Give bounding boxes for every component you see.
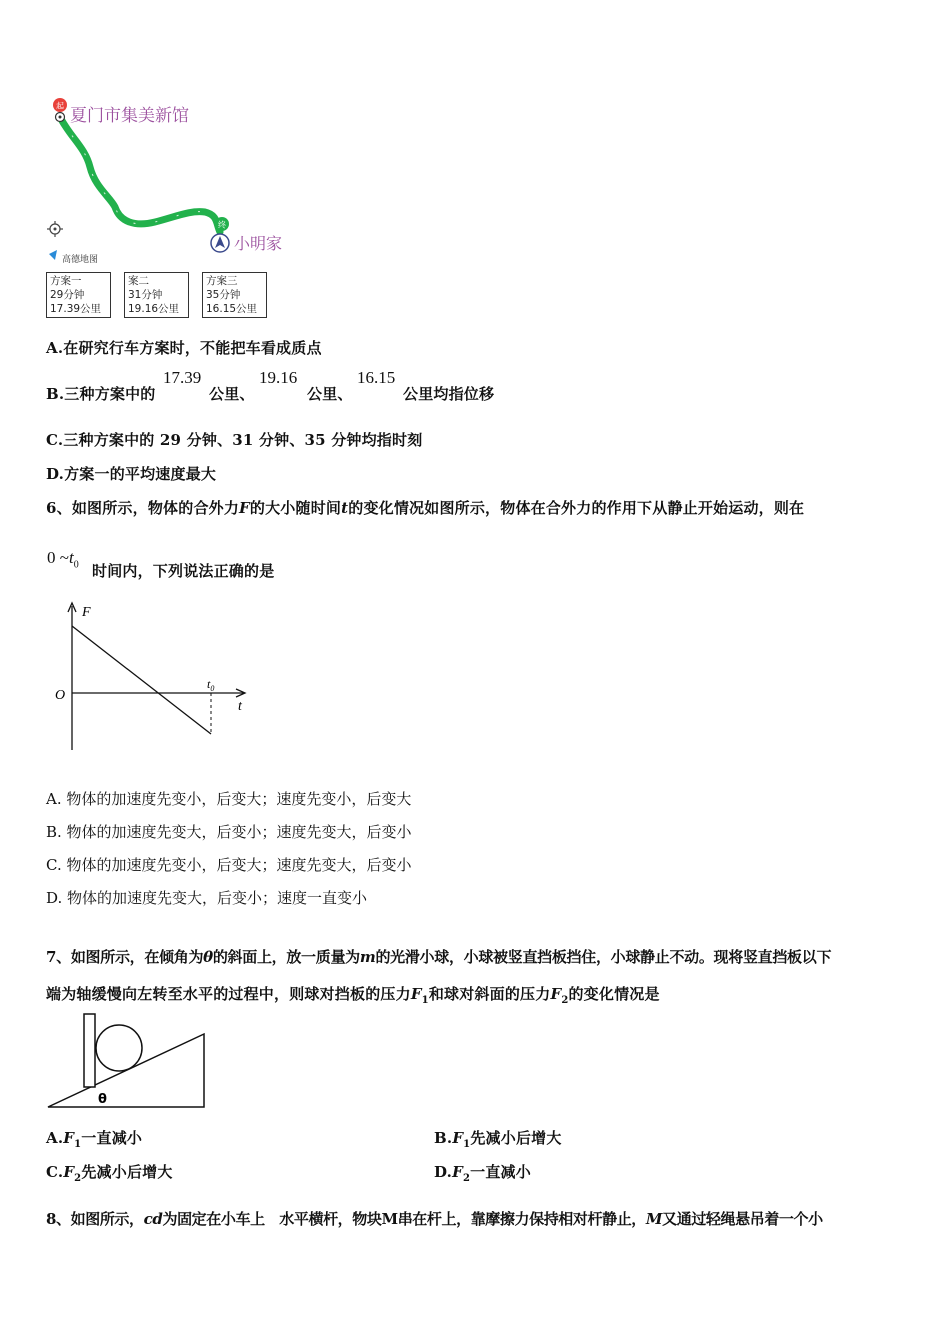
q7-option-a: $A.F_1$一直减小	[46, 1129, 143, 1150]
locate-icon	[47, 221, 63, 237]
q5-option-b	[46, 383, 156, 404]
amap-logo-icon	[49, 250, 57, 260]
q6-stem: 6、如图所示，物体的合外力F的大小随时间t的变化情况如图所示，物体在合外力的作用下从静止开始运动，则在	[46, 499, 805, 517]
plan-name: 方案一	[50, 275, 82, 287]
plan-distance: 19.16公里	[128, 303, 180, 315]
graph-t-label: t	[238, 699, 242, 714]
svg-text:起: 起	[56, 101, 64, 111]
origin-label: 夏门市集美新馆	[70, 106, 189, 126]
plan-time: 35分钟	[206, 289, 241, 301]
q7-stem-line2: 端为轴缓慢向左转至水平的过程中，则球对挡板的压力$F_1$和球对斜面的压力$F_2$的变化情况是	[46, 985, 660, 1006]
q5-option-d: D.方案一的平均速度最大	[46, 465, 217, 483]
q6-option-b: B. 物体的加速度先变大，后变小；速度先变大，后变小	[46, 823, 412, 841]
q7-option-d: $D.F_2$一直减小	[434, 1163, 531, 1184]
graph-f-label: F	[82, 605, 91, 620]
dest-label: 小明家	[234, 234, 283, 253]
q7-stem-line1: 7、如图所示，在倾角为θ的斜面上，放一质量为m的光滑小球，小球被竖直挡板挡住，小球静止不动。现将竖直挡板以下	[46, 948, 832, 966]
q5-b-prefix: B.三种方案中的	[46, 385, 156, 403]
force-time-graph	[48, 598, 258, 758]
q5-b-unit1: 公里、	[209, 385, 255, 403]
q6-interval: 0 $\sim t_0$	[47, 548, 79, 571]
ball	[96, 1025, 142, 1071]
baffle	[84, 1014, 95, 1087]
plan-distance: 16.15公里	[206, 303, 258, 315]
plan-distance: 17.39公里	[50, 303, 102, 315]
q5-b-num1: 17.39	[163, 368, 202, 387]
q5-b-unit2: 公里、	[307, 385, 353, 403]
force-line	[72, 626, 211, 734]
map-brand: 高德地图	[62, 255, 99, 265]
plan-name: 方案三	[206, 275, 238, 287]
q5-b-suffix: 公里均指位移	[403, 385, 495, 403]
force-symbol: F	[239, 499, 250, 517]
q7-option-b: $B.F_1$先减小后增大	[434, 1129, 562, 1150]
graph-origin: O	[55, 688, 66, 703]
q6-stem-end: 时间内，下列说法正确的是	[92, 562, 275, 580]
plan-card-2	[124, 272, 189, 318]
q8-stem: 8、如图所示，cd为固定在小车上 水平横杆，物块M串在杆上，靠摩擦力保持相对杆静止，M又通过轻绳悬吊着一个小	[46, 1210, 823, 1228]
plan-card-3	[202, 272, 267, 318]
q6-option-c: C. 物体的加速度先变小，后变大；速度先变大，后变小	[46, 856, 412, 874]
plan-time: 31分钟	[128, 289, 163, 301]
q5-b-num2: 19.16	[259, 368, 298, 387]
incline-figure	[44, 1010, 210, 1112]
q5-b-num3: 16.15	[357, 368, 396, 387]
time-symbol: t	[341, 499, 349, 517]
plan-name: 案二	[128, 275, 149, 287]
q6-option-a: A. 物体的加速度先变小，后变大；速度先变小，后变大	[46, 790, 412, 808]
q5-option-c: C.三种方案中的 29 分钟、31 分钟、35 分钟均指时刻	[46, 431, 423, 449]
plan-card-1	[46, 272, 111, 318]
route-line	[60, 117, 220, 232]
q6-option-d: D. 物体的加速度先变大，后变小；速度一直变小	[46, 889, 368, 907]
q5-option-a: A.在研究行车方案时，不能把车看成质点	[46, 339, 322, 357]
svg-text:终: 终	[218, 220, 226, 230]
theta-label: θ	[98, 1092, 107, 1107]
plan-time: 29分钟	[50, 289, 85, 301]
graph-t0-label: $t_0$	[207, 677, 215, 693]
q7-option-c: $C.F_2$先减小后增大	[46, 1163, 173, 1184]
origin-marker	[53, 98, 67, 122]
